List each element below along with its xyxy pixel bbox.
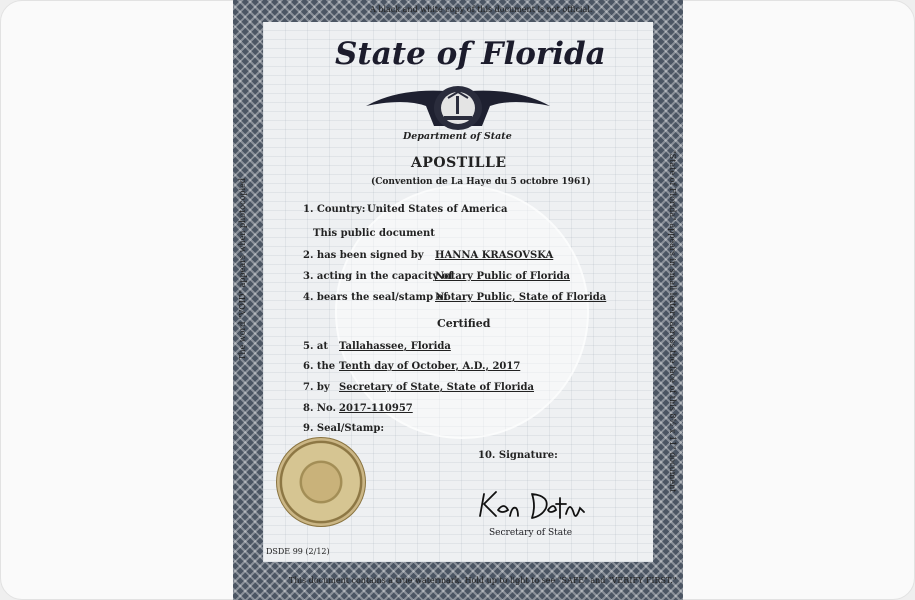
public-document-line: This public document <box>313 228 435 239</box>
florida-seal-emblem-icon <box>362 76 554 132</box>
seal-of-label: 4. bears the seal/stamp of <box>303 292 448 303</box>
by-label: 7. by <box>303 382 330 393</box>
number-value: 2017-110957 <box>339 403 413 414</box>
form-code: DSDE 99 (2/12) <box>266 547 330 556</box>
country-value: United States of America <box>367 204 508 215</box>
bottom-notice: This document contains a true watermark. Hold up to light to see "SAFE" and "VERIFY FIRST." <box>289 576 677 585</box>
date-value: Tenth day of October, A.D., 2017 <box>339 361 521 372</box>
by-value: Secretary of State, State of Florida <box>339 382 535 393</box>
left-vertical-note: The word "VOID" appears when photocopied <box>238 178 247 360</box>
at-label: 5. at <box>303 341 329 352</box>
at-value: Tallahassee, Florida <box>339 341 451 352</box>
signed-by-label: 2. has been signed by <box>303 250 424 261</box>
country-label: 1. Country: <box>303 204 366 215</box>
handwritten-signature-icon <box>476 488 588 522</box>
seal-of-value: Notary Public, State of Florida <box>435 292 607 303</box>
great-seal-icon <box>276 437 366 527</box>
document-title: APOSTILLE <box>411 155 507 171</box>
signed-by-value: HANNA KRASOVSKA <box>435 250 554 261</box>
date-label: 6. the <box>303 361 336 372</box>
right-vertical-note: "State of Florida" appears in small letters across the face of this 8½ x 11" document <box>668 150 677 493</box>
department-name: Department of State <box>403 131 512 142</box>
convention-line: (Convention de La Haye du 5 octobre 1961) <box>371 177 591 187</box>
number-label: 8. No. <box>303 403 337 414</box>
capacity-label: 3. acting in the capacity of <box>303 271 453 282</box>
signature-label: 10. Signature: <box>478 450 558 461</box>
seal-stamp-label: 9. Seal/Stamp: <box>303 423 385 434</box>
signer-title: Secretary of State <box>489 528 573 538</box>
certified-heading: Certified <box>437 317 491 330</box>
capacity-value: Notary Public of Florida <box>435 271 570 282</box>
state-title: State of Florida <box>335 36 606 72</box>
watermark-seal <box>335 185 589 439</box>
top-notice: A black and white copy of this document is not official. <box>370 5 593 14</box>
